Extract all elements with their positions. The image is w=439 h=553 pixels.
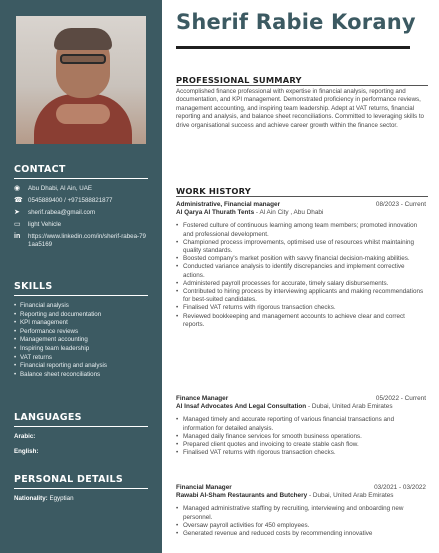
- personal-details-section: [14, 474, 148, 502]
- skill-item: • Financial reporting and analysis: [14, 362, 148, 371]
- skills-section: [14, 281, 148, 379]
- job-title: Administrative, Financial manager: [176, 201, 281, 208]
- job-entry: [176, 201, 426, 329]
- skills-list: [14, 302, 148, 379]
- job-title: Finance Manager: [176, 395, 229, 402]
- summary-heading: PROFESSIONAL SUMMARY: [176, 75, 302, 85]
- job-company: Al Qarya Al Thurath Tents - Al Ain City , Abu Dhabi: [176, 209, 324, 216]
- job-duties: [176, 222, 426, 329]
- work-history-heading: WORK HISTORY: [176, 186, 251, 196]
- job-duties: [176, 505, 426, 538]
- duty-item: • Reviewed bookkeeping and management accounts to achieve clear and correct reports.: [176, 313, 426, 329]
- contact-heading: CONTACT: [14, 164, 148, 179]
- job-duties: [176, 416, 426, 457]
- sidebar: [0, 0, 162, 553]
- summary-text: Accomplished finance professional with expertise in financial analysis, reporting and documentation, and KPI management. Demonstrated proficiency in performance reviews, management accounting, and inspiring team leadership. Adept at VAT returns, financial reporting and analysis, and balance sheet reconciliations. Committed to leveraging skills to drive organisational success and achieve career growth within the finance sector.: [176, 88, 424, 129]
- send-icon: ➤: [14, 209, 20, 216]
- language-arabic: Arabic:: [14, 433, 36, 440]
- linkedin-icon: in: [14, 233, 21, 240]
- duty-item: • Championed process improvements, optimised use of resources whilst maintaining quality standards.: [176, 239, 426, 255]
- duty-item: • Fostered culture of continuous learning among team members; promoted innovation and professional development.: [176, 222, 426, 238]
- job-entry: [176, 395, 426, 457]
- skill-item: • Inspiring team leadership: [14, 345, 148, 354]
- job-dates: 03/2021 - 03/2022: [374, 484, 426, 491]
- duty-item: • Administered payroll processes for accurate, timely salary disbursements.: [176, 280, 426, 288]
- contact-section: [14, 164, 148, 253]
- work-history-divider: [176, 196, 428, 197]
- duty-item: • Generated revenue and reduced costs by recommending innovative: [176, 530, 426, 538]
- duty-item: • Conducted variance analysis to identify discrepancies and implement corrective actions.: [176, 263, 426, 279]
- phone-icon: ☎: [14, 197, 23, 204]
- contact-linkedin[interactable]: in https://www.linkedin.com/in/sherif-rabea-791aa5169: [14, 233, 146, 248]
- duty-item: • Managed timely and accurate reporting of various financial transactions and information for detailed analysis.: [176, 416, 426, 432]
- duty-item: • Contributed to hiring process by interviewing applicants and making recommendations for best-suited candidates.: [176, 288, 426, 304]
- skill-item: • Performance reviews: [14, 328, 148, 337]
- skill-item: • Reporting and documentation: [14, 311, 148, 320]
- nationality-label: Nationality:: [14, 495, 48, 502]
- skill-item: • Financial analysis: [14, 302, 148, 311]
- summary-divider: [176, 85, 428, 86]
- name-underline: [176, 46, 410, 49]
- skill-item: • VAT returns: [14, 354, 148, 363]
- languages-section: [14, 412, 148, 463]
- contact-email[interactable]: ➤ sherif.rabea@gmail.com: [14, 209, 96, 216]
- main-content: [176, 0, 428, 553]
- job-entry: [176, 484, 426, 538]
- duty-item: • Managed daily finance services for smooth business operations.: [176, 433, 426, 441]
- duty-item: • Finalised VAT returns with rigorous transaction checks.: [176, 449, 426, 457]
- job-title: Financial Manager: [176, 484, 232, 491]
- skill-item: • Management accounting: [14, 336, 148, 345]
- profile-photo: [16, 16, 146, 144]
- nationality-value: Egyptian: [49, 495, 74, 502]
- skills-heading: SKILLS: [14, 281, 148, 296]
- duty-item: • Finalised VAT returns with rigorous transaction checks.: [176, 304, 426, 312]
- location-pin-icon: ◉: [14, 185, 21, 192]
- personal-details-heading: PERSONAL DETAILS: [14, 474, 148, 489]
- language-english: English:: [14, 448, 39, 455]
- car-icon: ▭: [14, 221, 21, 228]
- job-company: Rawabi Al-Sham Restaurants and Butchery - Dubai, United Arab Emirates: [176, 492, 394, 499]
- contact-license: ▭ light Vehicle: [14, 221, 62, 228]
- duty-item: • Prepared client quotes and invoicing to create stable cash flow.: [176, 441, 426, 449]
- languages-heading: LANGUAGES: [14, 412, 148, 427]
- candidate-name: Sherif Rabie Korany: [176, 10, 416, 34]
- contact-phone: ☎ 0545889400 / +971588821877: [14, 197, 113, 204]
- skill-item: • Balance sheet reconciliations: [14, 371, 148, 380]
- duty-item: • Boosted company's market position with savvy financial decision-making abilities.: [176, 255, 426, 263]
- contact-location: ◉ Abu Dhabi, Al Ain, UAE: [14, 185, 92, 192]
- job-company: Al Insaf Advocates And Legal Consultation - Dubai, United Arab Emirates: [176, 403, 393, 410]
- duty-item: • Oversaw payroll activities for 450 employees.: [176, 522, 426, 530]
- skill-item: • KPI management: [14, 319, 148, 328]
- duty-item: • Managed administrative staffing by recruiting, interviewing and onboarding new personnel.: [176, 505, 426, 521]
- job-dates: 05/2022 - Current: [375, 395, 426, 402]
- nationality-row: [14, 495, 148, 502]
- job-dates: 08/2023 - Current: [375, 201, 426, 208]
